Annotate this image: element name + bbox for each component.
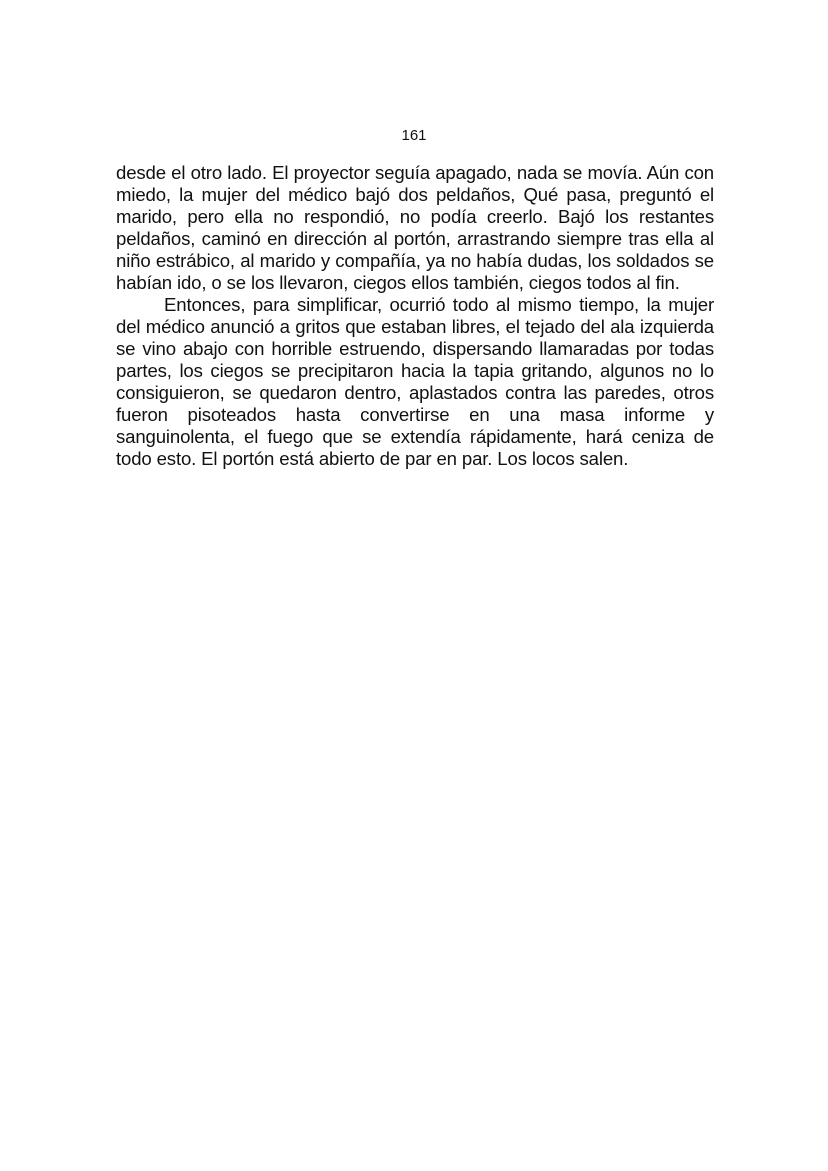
page-body [116, 162, 714, 470]
page-number: 161 [401, 127, 427, 144]
paragraph-2: Entonces, para simplificar, ocurrió todo al mismo tiempo, la mujer del médico anunció a gritos que estaban libres, el tejado del ala izquierda se vino abajo con horrible estruendo, dispersando llamaradas por todas partes, los ciegos se precipitaron hacia la tapia gritando, algunos no lo consiguieron, se quedaron dentro, aplastados contra las paredes, otros fueron pisoteados hasta convertirse en una masa informe y sanguinolenta, el fuego que se extendía rápidamente, hará ceniza de todo esto. El portón está abierto de par en par. Los locos salen. [116, 294, 714, 469]
paragraph-1: desde el otro lado. El proyector seguía apagado, nada se movía. Aún con miedo, la mujer del médico bajó dos peldaños, Qué pasa, preguntó el marido, pero ella no respondió, no podía creerlo. Bajó los restantes peldaños, caminó en dirección al portón, arrastrando siempre tras ella al niño estrábico, al marido y compañía, ya no había dudas, los soldados se habían ido, o se los llevaron, ciegos ellos también, ciegos todos al fin. [116, 162, 714, 293]
